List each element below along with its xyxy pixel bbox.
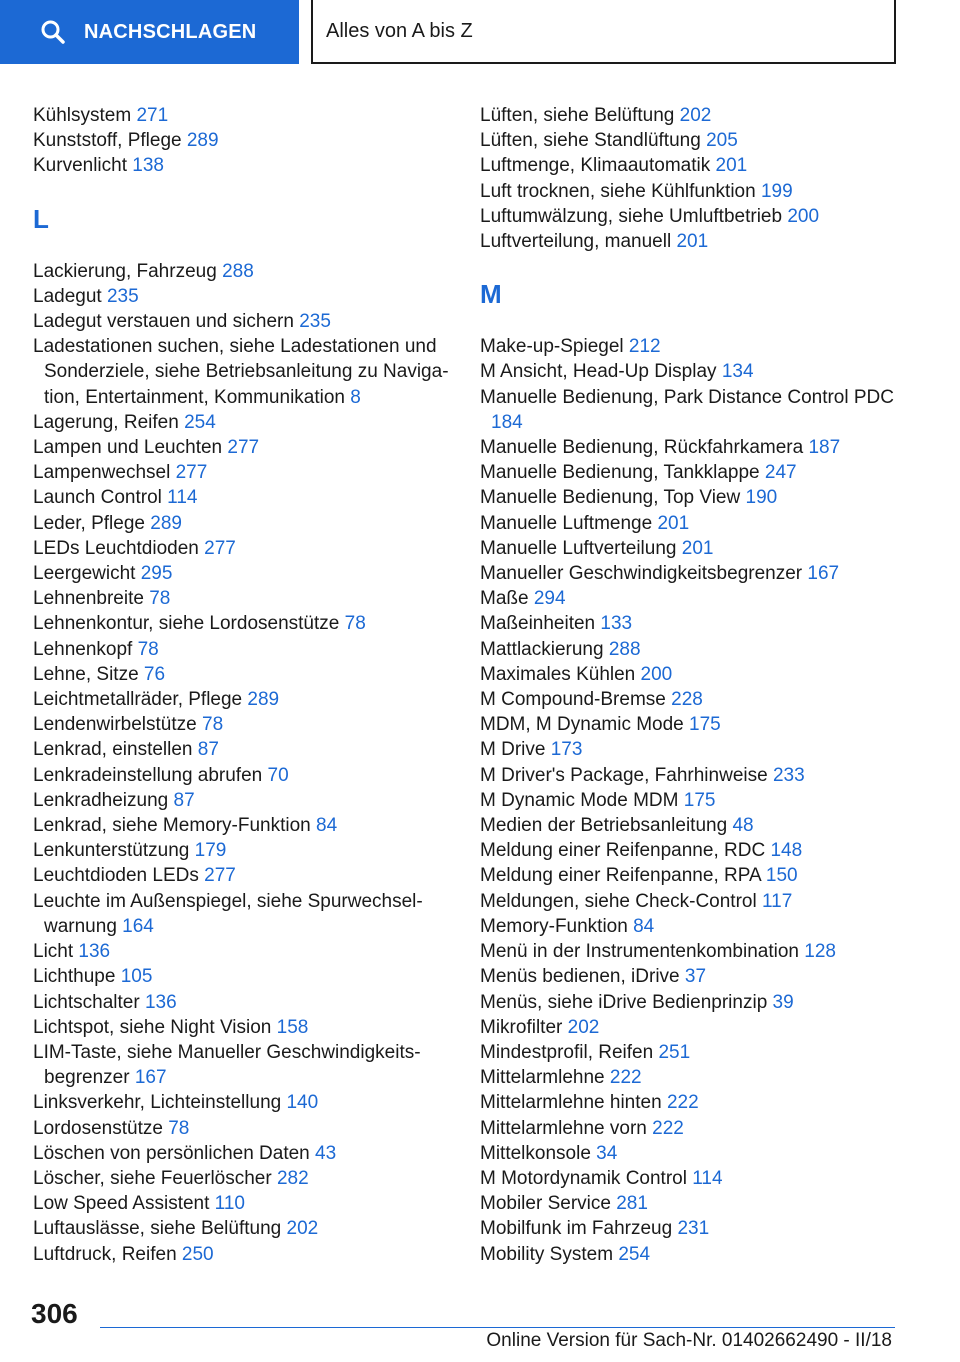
index-entry-text: Lichthupe — [33, 966, 116, 988]
page-reference-link[interactable]: 254 — [618, 1243, 651, 1265]
index-entry-text: Memory-Funktion — [480, 915, 628, 937]
index-entry-text: Leder, Pflege — [33, 512, 145, 534]
page-reference-link[interactable]: 140 — [286, 1092, 319, 1114]
page-reference-link[interactable]: 281 — [616, 1193, 648, 1215]
index-entry — [33, 737, 453, 762]
index-entry-text: Lenkrad, einstellen — [33, 739, 193, 761]
page-reference-link[interactable]: 235 — [106, 285, 139, 307]
index-entry-text: Manuelle Bedienung, Rückfahrkamera — [480, 437, 804, 459]
index-entry-text: Lampenwechsel — [33, 462, 171, 484]
index-entry-text: MDM, M Dynamic Mode — [480, 714, 684, 736]
page-reference-link[interactable]: 78 — [149, 588, 171, 610]
search-icon — [40, 19, 66, 45]
page-reference-link[interactable]: 84 — [633, 915, 655, 937]
index-entry — [480, 662, 900, 687]
page-reference-link[interactable]: 136 — [144, 991, 177, 1013]
index-entry-text: Make-up-Spiegel — [480, 336, 624, 358]
page-reference-link[interactable]: 289 — [186, 130, 219, 152]
index-entry — [480, 1116, 900, 1141]
page-reference-link[interactable]: 233 — [772, 764, 805, 786]
index-entry — [480, 737, 900, 762]
page-reference-link[interactable]: 76 — [143, 663, 166, 685]
index-entry-text: Lehnenkontur, siehe Lordosenstütze — [33, 613, 340, 635]
index-entry — [480, 179, 900, 204]
index-entry-text: M Driver's Package, Fahrhinweise — [480, 764, 768, 786]
page-reference-link[interactable]: 84 — [316, 815, 338, 837]
index-entry-text: Kühlsystem — [33, 105, 132, 126]
index-entry-text: Manuelle Bedienung, Park Distance Control PDC — [480, 386, 894, 408]
index-entry-text: Lendenwirbelstütze — [33, 714, 197, 736]
page-reference-link[interactable]: 271 — [136, 105, 169, 126]
page-reference-link[interactable]: 78 — [202, 714, 224, 736]
page-reference-link[interactable]: 251 — [658, 1041, 691, 1063]
index-entry — [33, 1216, 453, 1241]
index-entry-text: Mittelkonsole — [480, 1142, 591, 1164]
index-entry — [33, 990, 453, 1015]
index-entry — [480, 229, 900, 254]
page-reference-link[interactable]: 167 — [807, 563, 840, 585]
section-tab[interactable] — [0, 0, 299, 64]
index-entry-text: Lehne, Sitze — [33, 663, 139, 685]
page-reference-link[interactable]: 105 — [120, 966, 153, 988]
index-entry — [33, 1242, 453, 1267]
section-tab-label: NACHSCHLAGEN — [84, 20, 257, 43]
page-reference-link[interactable]: 117 — [762, 890, 793, 912]
page-reference-link[interactable]: 179 — [194, 840, 227, 862]
index-entry — [33, 309, 453, 334]
page-reference-link[interactable]: 247 — [764, 462, 797, 484]
index-entry-text: Mobiler Service — [480, 1193, 611, 1215]
index-entry-text: Manuelle Bedienung, Tankklappe — [480, 462, 760, 484]
index-entry-text: Lenkradheizung — [33, 789, 169, 811]
page-reference-link[interactable]: 288 — [608, 638, 641, 660]
index-entry-text: Mittelarmlehne hinten — [480, 1092, 662, 1114]
page-reference-link[interactable]: 295 — [140, 563, 173, 585]
page-reference-link[interactable]: 250 — [181, 1243, 214, 1265]
index-entry — [33, 788, 453, 813]
index-letter-heading: M — [480, 279, 502, 310]
index-entry — [480, 1242, 900, 1267]
page-reference-link[interactable]: 114 — [692, 1167, 723, 1189]
index-entry — [33, 1141, 453, 1166]
page-reference-link[interactable]: 277 — [175, 462, 208, 484]
page-reference-link[interactable]: 70 — [267, 764, 289, 786]
index-entry — [33, 259, 453, 284]
index-entry — [33, 1191, 453, 1216]
index-entry — [33, 662, 453, 687]
page-reference-link[interactable]: 78 — [168, 1117, 190, 1139]
page-reference-link[interactable]: 134 — [721, 361, 754, 383]
page-reference-link[interactable]: 200 — [640, 663, 673, 685]
index-entry — [480, 1166, 900, 1191]
index-entry — [480, 460, 900, 485]
index-entry-text: Lichtschalter — [33, 991, 140, 1013]
index-entry — [33, 1090, 453, 1115]
index-entry-text: Luftmenge, Klimaautomatik — [480, 155, 711, 177]
page-number: 306 — [31, 1298, 78, 1329]
index-entry-text: Manuelle Bedienung, Top View — [480, 487, 741, 509]
index-entry-text: Mittelarmlehne — [480, 1067, 605, 1089]
index-entry — [480, 153, 900, 178]
index-entry — [480, 359, 900, 384]
page-reference-link[interactable]: 277 — [227, 437, 260, 459]
index-entry-text: M Drive — [480, 739, 546, 761]
index-entry-text: Meldung einer Reifenpanne, RDC — [480, 840, 766, 862]
index-entry — [480, 1040, 900, 1065]
page-reference-link[interactable]: 201 — [657, 512, 690, 534]
index-entry-text: Manuelle Luftverteilung — [480, 537, 677, 559]
index-entry — [33, 813, 453, 838]
index-entry-text: Lenkunterstützung — [33, 840, 190, 862]
page-reference-link[interactable]: 212 — [628, 336, 661, 358]
index-entry-text: Maßeinheiten — [480, 613, 596, 635]
page-reference-link[interactable]: 282 — [276, 1167, 309, 1189]
index-entry-text: Lampen und Leuchten — [33, 437, 223, 459]
page-reference-link[interactable]: 128 — [804, 941, 836, 963]
index-entry — [33, 460, 453, 485]
index-entry-text: Ladegut verstauen und sichern — [33, 311, 294, 333]
index-entry — [480, 939, 900, 964]
index-entry-text: Löscher, siehe Feuerlöscher — [33, 1167, 272, 1189]
page-reference-link[interactable]: 202 — [286, 1218, 319, 1240]
index-entry-text: Luft trocknen, siehe Kühlfunktion — [480, 180, 756, 202]
index-entry-text: Leuchte im Außenspiegel, siehe Spurwechselwarnung — [33, 890, 423, 937]
index-entry — [480, 990, 900, 1015]
index-column-right — [480, 103, 900, 1267]
index-entry — [33, 410, 453, 435]
page-reference-link[interactable]: 87 — [197, 739, 219, 761]
index-entry-text: Lagerung, Reifen — [33, 411, 179, 433]
index-entry-text: Lüften, siehe Standlüftung — [480, 130, 701, 152]
page-reference-link[interactable]: 133 — [600, 613, 633, 635]
page-reference-link[interactable]: 184 — [491, 411, 523, 433]
index-entry-text: Kunststoff, Pflege — [33, 130, 182, 152]
page-reference-link[interactable]: 289 — [150, 512, 182, 534]
index-entry — [480, 204, 900, 229]
page-reference-link[interactable]: 34 — [596, 1142, 618, 1164]
page-reference-link[interactable]: 37 — [684, 966, 707, 988]
index-entry-text: Ladestationen suchen, siehe Ladestationen und Sonderziele, siehe Betriebsanleitung zu Navigation, Entertainment, Kommunikation — [33, 336, 449, 408]
index-entry-text: Löschen von persönlichen Daten — [33, 1142, 310, 1164]
index-entry-text: Maße — [480, 588, 529, 610]
page-reference-link[interactable]: 199 — [760, 180, 793, 202]
page-reference-link[interactable]: 288 — [222, 260, 254, 282]
index-entry-text: Lordosenstütze — [33, 1117, 163, 1139]
index-entry-text: Leichtmetallräder, Pflege — [33, 689, 243, 711]
page-reference-link[interactable]: 201 — [681, 537, 714, 559]
page-reference-link[interactable]: 164 — [122, 915, 154, 937]
index-entry — [33, 611, 453, 636]
index-entry-text: Menüs bedienen, iDrive — [480, 966, 680, 988]
index-column-left — [33, 103, 453, 1267]
index-entry — [33, 511, 453, 536]
index-entry — [33, 128, 453, 153]
index-entry-text: Lenkrad, siehe Memory-Funktion — [33, 815, 311, 837]
page-reference-link[interactable]: 200 — [787, 205, 820, 227]
page-reference-link[interactable]: 39 — [772, 991, 794, 1013]
page-reference-link[interactable]: 228 — [671, 689, 703, 711]
index-entry — [33, 153, 453, 178]
index-entry — [480, 435, 900, 460]
page-reference-link[interactable]: 78 — [137, 638, 159, 660]
index-entry — [480, 1065, 900, 1090]
index-entry — [480, 1216, 900, 1241]
index-entry — [33, 838, 453, 863]
index-entry — [33, 863, 453, 888]
index-entry-text: LEDs Leuchtdioden — [33, 537, 199, 559]
index-entry — [33, 435, 453, 460]
chapter-title: Alles von A bis Z — [326, 19, 473, 42]
index-entry — [33, 889, 453, 939]
index-entry-text: Luftdruck, Reifen — [33, 1243, 177, 1265]
page-reference-link[interactable]: 175 — [683, 789, 716, 811]
index-entry-text: Lichtspot, siehe Night Vision — [33, 1016, 272, 1038]
page-reference-link[interactable]: 222 — [609, 1067, 642, 1089]
page-reference-link[interactable]: 201 — [676, 231, 709, 253]
index-entry — [480, 964, 900, 989]
page-reference-link[interactable]: 175 — [689, 714, 721, 736]
index-entry-text: M Dynamic Mode MDM — [480, 789, 679, 811]
index-entry — [480, 788, 900, 813]
index-entry-text: Mobilfunk im Fahrzeug — [480, 1218, 673, 1240]
page-reference-link[interactable]: 190 — [745, 487, 778, 509]
index-entry — [480, 863, 900, 888]
index-entry-text: Linksverkehr, Lichteinstellung — [33, 1092, 282, 1114]
page-reference-link[interactable]: 187 — [808, 437, 841, 459]
index-entry — [480, 763, 900, 788]
index-entry-text: Luftauslässe, siehe Belüftung — [33, 1218, 282, 1240]
page-reference-link[interactable]: 202 — [679, 105, 712, 126]
index-entry-text: Kurvenlicht — [33, 155, 127, 177]
page-reference-link[interactable]: 136 — [78, 941, 111, 963]
index-entry — [33, 334, 453, 410]
index-entry-text: Lehnenbreite — [33, 588, 144, 610]
index-entry-text: Ladegut — [33, 285, 102, 307]
index-entry-text: M Motordynamik Control — [480, 1167, 687, 1189]
page-reference-link[interactable]: 148 — [770, 840, 803, 862]
page-reference-link[interactable]: 173 — [550, 739, 583, 761]
index-entry-text: Medien der Betriebsanleitung — [480, 815, 728, 837]
index-entry — [33, 1166, 453, 1191]
index-entry — [33, 687, 453, 712]
index-entry — [33, 712, 453, 737]
page-reference-link[interactable]: 8 — [350, 386, 361, 408]
index-entry — [480, 611, 900, 636]
page-reference-link[interactable]: 110 — [214, 1193, 245, 1215]
page-reference-link[interactable]: 294 — [533, 588, 566, 610]
page-reference-link[interactable]: 43 — [315, 1142, 337, 1164]
index-entry — [33, 1015, 453, 1040]
online-version-note: Online Version für Sach-Nr. 01402662490 - II/18 — [486, 1330, 892, 1351]
index-entry-text: Manueller Geschwindigkeitsbegrenzer — [480, 563, 803, 585]
index-entry — [33, 561, 453, 586]
index-entry-text: Launch Control — [33, 487, 162, 509]
index-entry-text: Manuelle Luftmenge — [480, 512, 653, 534]
index-entry-text: Menü in der Instrumentenkombination — [480, 941, 799, 963]
index-entry-text: Mobility System — [480, 1243, 614, 1265]
page-reference-link[interactable]: 231 — [677, 1218, 710, 1240]
index-entry-text: Low Speed Assistent — [33, 1193, 210, 1215]
index-entry-text: Mittelarmlehne vorn — [480, 1117, 647, 1139]
index-letter-heading: L — [33, 203, 49, 234]
index-entry — [33, 637, 453, 662]
index-entry — [33, 485, 453, 510]
page-reference-link[interactable]: 289 — [247, 689, 280, 711]
page-reference-link[interactable]: 48 — [732, 815, 754, 837]
index-entry-text: Meldungen, siehe Check-Control — [480, 890, 757, 912]
index-entry — [480, 637, 900, 662]
page-reference-link[interactable]: 87 — [173, 789, 195, 811]
index-entry-text: Mikrofilter — [480, 1016, 563, 1038]
page-reference-link[interactable]: 254 — [184, 411, 216, 433]
page-reference-link[interactable]: 114 — [167, 487, 198, 509]
page-reference-link[interactable]: 222 — [666, 1092, 699, 1114]
index-entry — [480, 687, 900, 712]
page-reference-link[interactable]: 235 — [299, 311, 331, 333]
index-entry — [33, 763, 453, 788]
index-entry-text: Lüften, siehe Belüftung — [480, 105, 675, 126]
index-entry — [33, 536, 453, 561]
index-entry — [33, 284, 453, 309]
index-entry — [480, 889, 900, 914]
index-entry-text: Meldung einer Reifenpanne, RPA — [480, 865, 761, 887]
index-entry — [33, 964, 453, 989]
index-entry — [480, 813, 900, 838]
index-entry — [480, 103, 900, 128]
index-entry-text: Menüs, siehe iDrive Bedienprinzip — [480, 991, 768, 1013]
page-reference-link[interactable]: 277 — [204, 865, 236, 887]
index-entry — [33, 586, 453, 611]
index-entry-text: Mattlackierung — [480, 638, 604, 660]
index-entry-text: Luftverteilung, manuell — [480, 231, 672, 253]
index-entry-text: Lackierung, Fahrzeug — [33, 260, 217, 282]
footer-divider — [100, 1327, 895, 1328]
index-entry-text: M Compound-Bremse — [480, 689, 666, 711]
page-reference-link[interactable]: 205 — [706, 130, 738, 152]
index-entry-text: Maximales Kühlen — [480, 663, 636, 685]
index-entry — [480, 1015, 900, 1040]
index-entry — [480, 1090, 900, 1115]
index-entry — [480, 485, 900, 510]
page-reference-link[interactable]: 150 — [765, 865, 798, 887]
index-entry — [480, 1191, 900, 1216]
index-entry — [480, 334, 900, 359]
index-entry-text: Licht — [33, 941, 74, 963]
page-reference-link[interactable]: 222 — [652, 1117, 684, 1139]
index-entry — [480, 838, 900, 863]
index-entry — [33, 1116, 453, 1141]
index-entry — [480, 561, 900, 586]
page-reference-link[interactable]: 158 — [276, 1016, 309, 1038]
index-entry-text: LIM-Taste, siehe Manueller Geschwindigkeitsbegrenzer — [33, 1041, 421, 1089]
index-entry — [33, 939, 453, 964]
page-reference-link[interactable]: 138 — [132, 155, 164, 177]
index-entry — [480, 914, 900, 939]
index-entry-text: M Ansicht, Head-Up Display — [480, 361, 717, 383]
index-entry — [480, 1141, 900, 1166]
page-reference-link[interactable]: 78 — [344, 613, 366, 635]
index-entry — [480, 128, 900, 153]
index-entry-text: Luftumwälzung, siehe Umluftbetrieb — [480, 205, 783, 227]
page-reference-link[interactable]: 201 — [715, 155, 748, 177]
index-entry — [33, 1040, 453, 1090]
index-entry — [480, 536, 900, 561]
index-entry — [480, 712, 900, 737]
page-reference-link[interactable]: 202 — [567, 1016, 600, 1038]
index-entry-text: Leuchtdioden LEDs — [33, 865, 199, 887]
index-entry-text: Lenkradeinstellung abrufen — [33, 764, 263, 786]
index-entry — [480, 586, 900, 611]
index-entry — [33, 103, 453, 128]
index-entry-text: Leergewicht — [33, 563, 136, 585]
chapter-title-box — [311, 0, 896, 64]
page-reference-link[interactable]: 277 — [204, 537, 236, 559]
index-entry-text: Lehnenkopf — [33, 638, 133, 660]
index-entry-text: Mindestprofil, Reifen — [480, 1041, 654, 1063]
index-entry — [480, 385, 900, 435]
index-entry — [480, 511, 900, 536]
page-reference-link[interactable]: 167 — [134, 1067, 167, 1089]
